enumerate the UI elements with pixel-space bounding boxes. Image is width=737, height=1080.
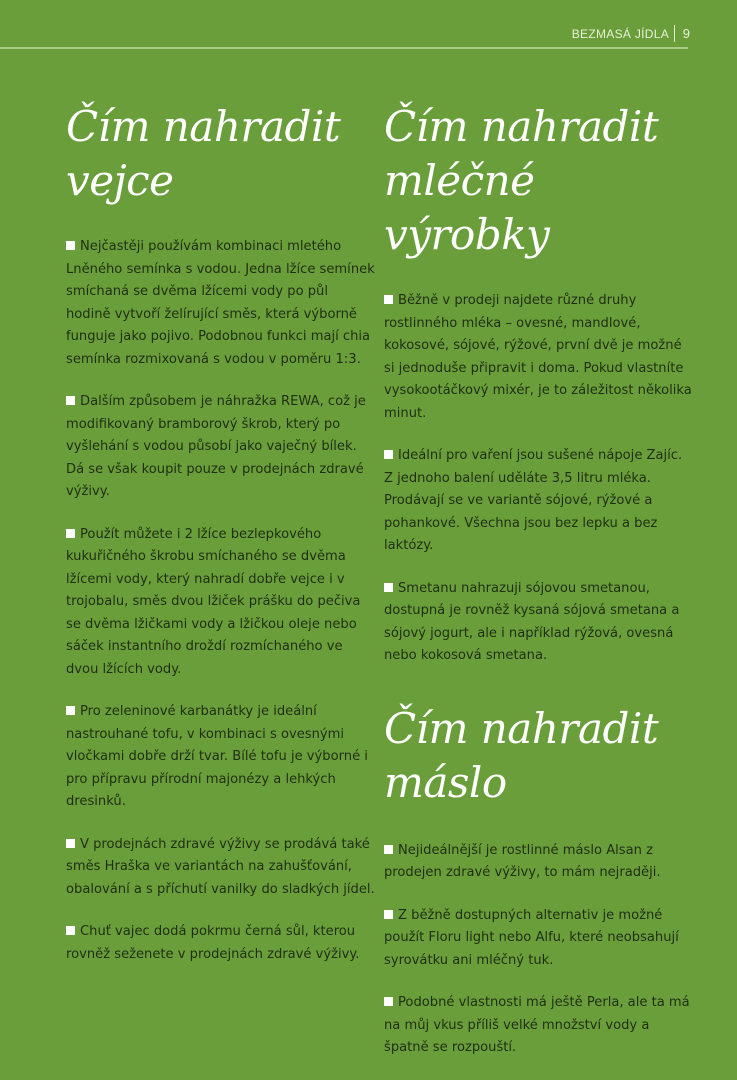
butter-item: Nejideálnější je rostlinné máslo Alsan z prodejen zdravé výživy, to mám nejraději.	[384, 842, 661, 880]
butter-item: Z běžně dostupných alternativ je možné použít Floru light nebo Alfu, které neobsahují syrovátku ani mléčný tuk.	[384, 907, 679, 968]
square-bullet-icon	[384, 583, 393, 592]
section-title: BEZMASÁ JÍDLA	[571, 27, 669, 41]
eggs-item: Pro zeleninové karbanátky je ideální nastrouhané tofu, v kombinaci s ovesnými vločkami dobře drží tvar. Bílé tofu je výborné i pro přípravu přírodní majonézy a lehkých dresinků.	[66, 704, 368, 809]
butter-item: Podobné vlastnosti má ještě Perla, ale ta má na můj vkus příliš velké množství vody a špatně se rozpouští.	[384, 995, 690, 1055]
square-bullet-icon	[66, 926, 75, 935]
eggs-item: Chuť vajec dodá pokrmu černá sůl, kterou rovněž seženete v prodejnách zdravé výživy.	[66, 924, 360, 962]
square-bullet-icon	[384, 845, 393, 854]
eggs-item: V prodejnách zdravé výživy se prodává také směs Hraška ve variantách na zahušťování, obalování a s příchutí vanilky do sladkých jídel.	[66, 836, 375, 897]
dairy-butter-column	[384, 100, 694, 1080]
dairy-heading	[384, 100, 694, 262]
header-rule	[0, 47, 688, 49]
square-bullet-icon	[384, 910, 393, 919]
dairy-heading-line1: Čím nahradit	[384, 102, 659, 151]
square-bullet-icon	[384, 450, 393, 459]
dairy-heading-line2: mléčné výrobky	[384, 156, 550, 259]
butter-heading-line2: máslo	[384, 757, 507, 807]
square-bullet-icon	[66, 529, 75, 538]
square-bullet-icon	[384, 295, 393, 304]
dairy-item: Ideální pro vaření jsou sušené nápoje Zajíc. Z jednoho balení uděláte 3,5 litru mléka. Prodávají se ve variantě sójové, rýžové a pohankové. Všechna jsou bez lepku a bez laktózy.	[384, 448, 683, 553]
square-bullet-icon	[384, 997, 393, 1006]
butter-heading-line1: Čím nahradit	[384, 703, 659, 753]
eggs-item: Použít můžete i 2 lžíce bezlepkového kukuřičného škrobu smíchaného se dvěma lžícemi vody, který nahradí dobře vejce i v trojobalu, směs dvou lžiček prášku do pečiva se dvěma lžičkami vody a lžičkou oleje nebo sáček instantního droždí rozmíchaného ve dvou lžících vody.	[66, 526, 361, 677]
dairy-item: Smetanu nahrazuji sójovou smetanou, dostupná je rovněž kysaná sójová smetana a sójový jogurt, ale i například rýžová, ovesná nebo kokosová smetana.	[384, 580, 680, 663]
square-bullet-icon	[66, 241, 75, 250]
eggs-column	[66, 100, 376, 986]
dairy-item: Běžně v prodeji najdete různé druhy rostlinného mléka – ovesné, mandlové, kokosové, sójové, rýžové, první dvě je možné si jednoduše připravit i doma. Pokud vlastníte vysokootáčkový mixér, je to záležitost několika minut.	[384, 293, 692, 421]
page-header	[0, 0, 737, 50]
eggs-heading-line2: vejce	[66, 156, 174, 205]
square-bullet-icon	[66, 839, 75, 848]
square-bullet-icon	[66, 396, 75, 405]
page-number: 9	[682, 26, 690, 41]
butter-heading	[384, 702, 694, 810]
square-bullet-icon	[66, 706, 75, 715]
header-separator	[674, 25, 675, 42]
eggs-heading	[66, 100, 376, 208]
eggs-item: Dalším způsobem je náhražka REWA, což je modifikovaný bramborový škrob, který po vyšlehání s vodou působí jako vaječný bílek. Dá se však koupit pouze v prodejnách zdravé výživy.	[66, 394, 366, 499]
eggs-heading-line1: Čím nahradit	[66, 102, 341, 151]
eggs-item: Nejčastěji používám kombinaci mletého Lněného semínka s vodou. Jedna lžíce semínek smíchaná se dvěma lžícemi vody po půl hodině vytvoří želírující směs, která výborně funguje jako pojivo. Podobnou funkci mají chia semínka rozmixovaná s vodou v poměru 1:3.	[66, 239, 375, 367]
